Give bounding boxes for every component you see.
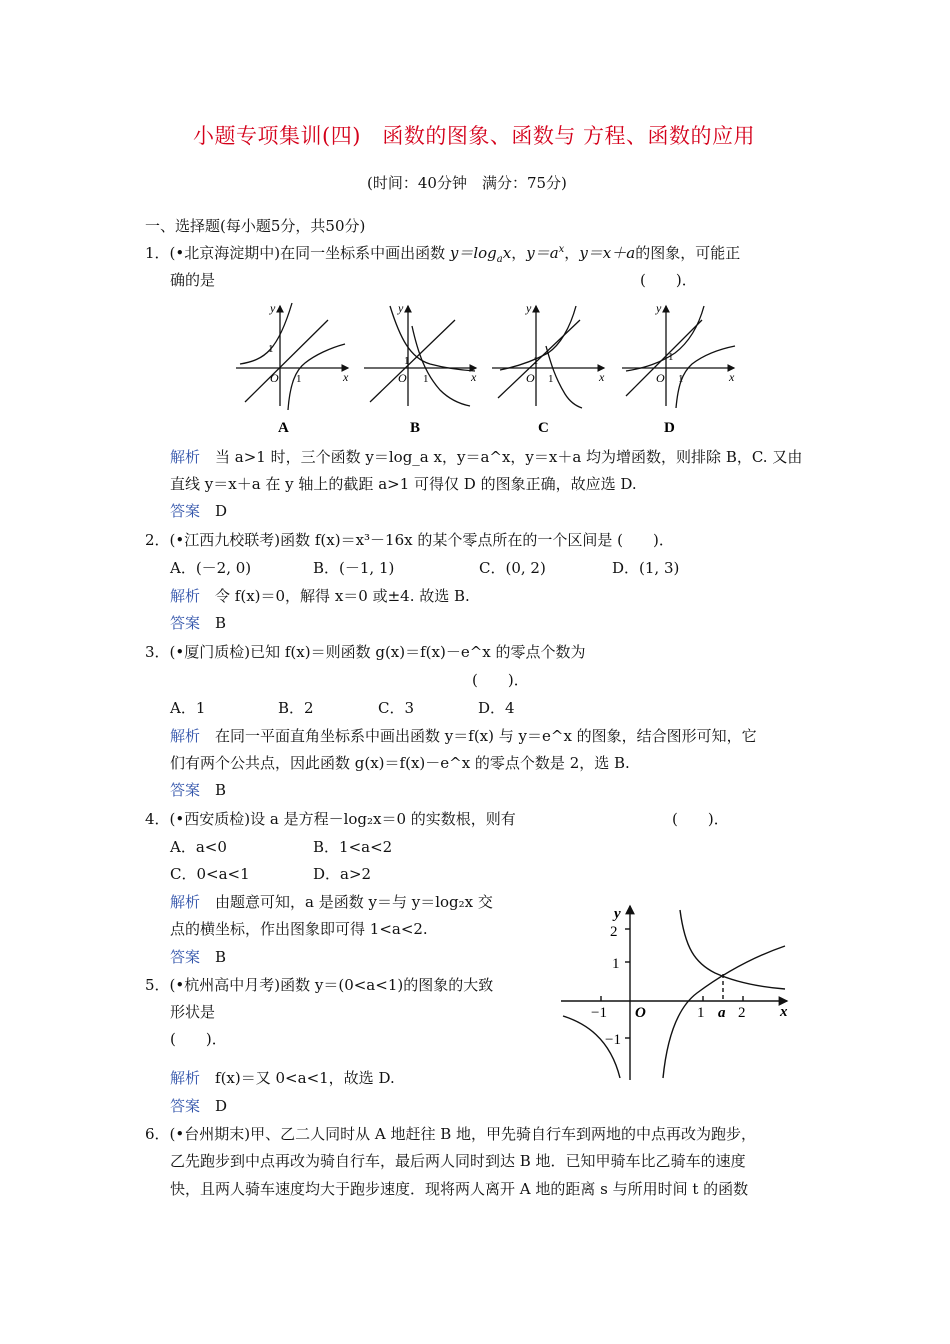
- graph-4-tick-y1: 1: [612, 956, 620, 972]
- question-1-analysis-line2: 直线 y＝x＋a 在 y 轴上的截距 a>1 可得仅 D 的图象正确，故应选 D.: [170, 475, 637, 493]
- graph-4-tick-a: a: [718, 1005, 726, 1021]
- analysis-label: 解析: [170, 448, 201, 466]
- page-subtitle: (时间：40分钟 满分：75分): [367, 174, 567, 192]
- question-4-option-b: B．1<a<2: [313, 838, 393, 856]
- question-5-analysis: 解析 f(x)＝又 0<a<1，故选 D.: [170, 1069, 395, 1087]
- graph-4-tick-x1: 1: [697, 1005, 705, 1021]
- question-4-analysis-line2: 点的横坐标，作出图象即可得 1<a<2.: [170, 920, 428, 938]
- question-1-graphs: [230, 298, 750, 438]
- question-3-analysis: 解析 在同一平面直角坐标系中画出函数 y＝f(x) 与 y＝e^x 的图象，结合图形可知，它: [170, 727, 757, 745]
- graph-4-y-label: y: [614, 906, 621, 922]
- graph-d-x-label: x: [729, 370, 735, 384]
- graph-d-tick-x1: 1: [678, 373, 684, 385]
- question-3-option-c: C．3: [378, 699, 415, 717]
- graph-a-tick-x1: 1: [296, 373, 302, 385]
- graph-b-label: B: [410, 420, 421, 436]
- graph-4-tick-xneg1: −1: [591, 1005, 607, 1021]
- question-5-stem-line2: 形状是: [170, 1003, 216, 1021]
- graph-4-tick-y2: 2: [610, 924, 618, 940]
- graph-d-origin: O: [656, 371, 665, 385]
- graph-b-x-label: x: [471, 370, 477, 384]
- question-2-option-b: B．(－1, 1): [313, 559, 395, 577]
- graph-c-y-label: y: [526, 301, 532, 315]
- graph-d-y-label: y: [656, 301, 662, 315]
- graph-d-label: D: [664, 420, 675, 436]
- question-1-stem: 1．(•北京海淀期中)在同一坐标系中画出函数 $y=\log_ax$，$y=a^x$，y＝x＋a的图象，可能正: [145, 244, 741, 265]
- graph-b-tick-y1: 1: [404, 355, 410, 367]
- graph-a: [236, 303, 348, 410]
- question-3-option-b: B．2: [278, 699, 314, 717]
- graph-a-x-label: x: [343, 370, 349, 384]
- graph-b-origin: O: [398, 371, 407, 385]
- question-4-answer: 答案 B: [170, 948, 227, 966]
- question-3-stem: 3．(•厦门质检)已知 f(x)＝则函数 g(x)＝f(x)－e^x 的零点个数为: [145, 643, 586, 661]
- question-6-stem-line3: 快，且两人骑车速度均大于跑步速度．现将两人离开 A 地的距离 s 与所用时间 t 的函数: [170, 1180, 749, 1198]
- graph-c-x-label: x: [599, 370, 605, 384]
- question-2-stem: 2．(•江西九校联考)函数 f(x)＝x³－16x 的某个零点所在的一个区间是 ( )．: [145, 531, 674, 549]
- graph-4-origin: O: [635, 1005, 646, 1021]
- question-1-answer: 答案 D: [170, 502, 228, 520]
- answer-label: 答案: [170, 502, 201, 520]
- graph-c: [492, 306, 604, 408]
- question-1-stem-line2: 确的是: [170, 271, 216, 289]
- graph-c-label: C: [538, 420, 549, 436]
- graph-a-origin: O: [270, 371, 279, 385]
- question-4-option-d: D．a>2: [313, 865, 372, 883]
- question-5-stem: 5．(•杭州高中月考)函数 y＝(0<a<1)的图象的大致: [145, 976, 494, 994]
- question-2-answer: 答案 B: [170, 614, 227, 632]
- question-5-answer: 答案 D: [170, 1097, 228, 1115]
- question-6-stem: 6．(•台州期末)甲、乙二人同时从 A 地赶往 B 地，甲先骑自行车到两地的中点再改为跑步，: [145, 1125, 757, 1143]
- section-heading: 一、选择题(每小题5分，共50分): [145, 217, 366, 235]
- question-4-option-a: A．a<0: [170, 838, 227, 856]
- question-3-analysis-line2: 们有两个公共点，因此函数 g(x)＝f(x)－e^x 的零点个数是 2，选 B.: [170, 754, 630, 772]
- question-4-stem: 4．(•西安质检)设 a 是方程－log₂x＝0 的实数根，则有: [145, 810, 516, 828]
- question-4-analysis: 解析 由题意可知，a 是函数 y＝与 y＝log₂x 交: [170, 893, 493, 911]
- graph-4-x-label: x: [780, 1004, 788, 1020]
- graph-d: [622, 306, 735, 408]
- question-6-stem-line2: 乙先跑步到中点再改为骑自行车，最后两人同时到达 B 地．已知甲骑车比乙骑车的速度: [170, 1152, 746, 1170]
- curve-reciprocal: [680, 910, 785, 989]
- question-4-graph: [555, 898, 795, 1088]
- question-2-option-c: C．(0, 2): [479, 559, 546, 577]
- graph-d-tick-y1: 1: [668, 351, 674, 363]
- graph-c-tick-y1: 1: [533, 355, 539, 367]
- graph-b-y-label: y: [398, 301, 404, 315]
- graph-b-tick-x1: 1: [423, 373, 429, 385]
- graph-4-tick-x2: 2: [738, 1005, 746, 1021]
- page-title: 小题专项集训(四) 函数的图象、函数与 方程、函数的应用: [193, 124, 756, 148]
- question-5-blank: ( )．: [170, 1030, 227, 1048]
- question-1-analysis: 解析 当 a>1 时，三个函数 y＝log_a x，y＝a^x，y＝x＋a 均为增函数，则排除 B，C. 又由: [170, 448, 803, 466]
- question-2-option-a: A．(－2, 0): [170, 559, 252, 577]
- graph-a-y-label: y: [270, 301, 276, 315]
- question-1-blank: ( )．: [640, 271, 697, 289]
- question-3-option-a: A．1: [170, 699, 206, 717]
- graph-a-label: A: [278, 420, 289, 436]
- graph-b: [364, 306, 476, 406]
- graph-c-tick-x1: 1: [548, 373, 554, 385]
- question-3-blank: ( )．: [472, 671, 529, 689]
- graph-c-origin: O: [526, 371, 535, 385]
- graph-a-tick-y1: 1: [268, 343, 274, 355]
- question-3-option-d: D．4: [478, 699, 515, 717]
- question-4-blank: ( )．: [672, 810, 729, 828]
- question-4-option-c: C．0<a<1: [170, 865, 250, 883]
- question-2-analysis: 解析 令 f(x)＝0，解得 x＝0 或±4. 故选 B.: [170, 587, 470, 605]
- question-2-option-d: D．(1, 3): [612, 559, 680, 577]
- graph-4-tick-yneg1: −1: [605, 1032, 621, 1048]
- question-3-answer: 答案 B: [170, 781, 227, 799]
